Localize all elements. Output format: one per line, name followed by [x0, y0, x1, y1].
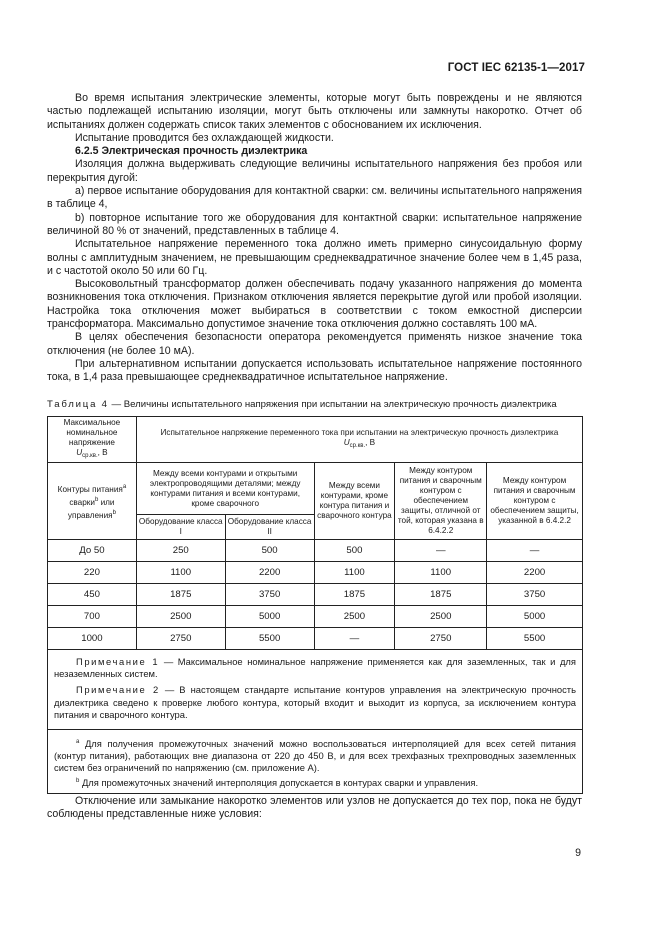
header-col6: Между контуром питания и сварочным контуром с обеспечением защиты, указанной в 6.4.2.2	[487, 463, 583, 540]
note-1: Примечание 1 — Максимальное номинальное напряжение применяется как для заземленных, так и для незаземленных систем.	[54, 656, 576, 680]
page-number: 9	[575, 847, 581, 859]
paragraph: Изоляция должна выдерживать следующие величины испытательного напряжения без пробоя или перекрытия дугой:	[47, 158, 582, 184]
paragraph: Испытательное напряжение переменного тока должно иметь примерно синусоидальную форму волны с амплитудным значением, не превышающим среднеквадратичное значение более чем в 1,45 раза, и с частотой около 50 или 60 Гц.	[47, 238, 582, 277]
voltage-table	[47, 416, 583, 794]
header-group-all-circuits: Между всеми контурами и открытыми электропроводящими деталями; между контурами питания и всеми контурами, кроме сварочного	[136, 463, 314, 515]
table-row: 1000 2750 5500 — 2750 5500	[48, 628, 583, 650]
table-caption-text: — Величины испытательного напряжения при испытании на электрическую прочность диэлектрика	[108, 399, 557, 410]
header-circuits: Контуры питания$^a$ сварки$^b$ или управления$^b$	[48, 463, 137, 540]
header-test-voltage: Испытательное напряжение переменного тока при испытании на электрическую прочность диэлектрика $U_{ср.кв.}$, В	[136, 417, 582, 463]
document-header: ГОСТ IEC 62135-1—2017	[447, 62, 585, 74]
table-row: До 50 250 500 500 — —	[48, 540, 583, 562]
table-caption-label: Таблица 4	[47, 399, 109, 410]
header-col4: Между всеми контурами, кроме контура питания и сварочного контура	[314, 463, 395, 540]
paragraph: Испытание проводится без охлаждающей жидкости.	[75, 131, 334, 144]
paragraph: При альтернативном испытании допускается использовать испытательное напряжение постоянного тока, в 1,4 раза превышающее среднеквадратичное испытательное напряжение.	[47, 357, 582, 384]
table-notes	[48, 650, 583, 730]
paragraph: Высоковольтный трансформатор должен обеспечивать подачу указанного напряжения до момента возникновения тока отключения. Признаком отключения является перекрытие дугой или пробой изоляции. Настройка тока отключения может выбираться в соответствии с током емкостной дисперсии трансформатора. Максимально допустимое значение тока отключения должно составлять 100 мА.	[47, 278, 582, 331]
section-heading: 6.2.5 Электрическая прочность диэлектрика	[75, 145, 308, 158]
header-col5: Между контуром питания и сварочным контуром с обеспечением защиты, отличной от той, которая указана в 6.4.2.2	[395, 463, 487, 540]
footnote-a: $^a$ Для получения промежуточных значений можно воспользоваться интерполяцией для всех сетей питания (контур питания), работающих вне диапазона от 220 до 450 В, и для всех трехфазных трехпроводных заземленных систем без ограничений по напряжению (см. приложение А).	[54, 738, 576, 774]
header-max-voltage: Максимальное номинальное напряжение $U_{ср.кв.}$, В	[48, 417, 137, 463]
paragraph: В целях обеспечения безопасности оператора рекомендуется применять низкое значение тока отключения (не более 10 мА).	[47, 331, 582, 357]
list-item: a) первое испытание оборудования для контактной сварки: см. величины испытательного напряжения в таблице 4,	[47, 185, 582, 211]
table-footnotes	[48, 730, 583, 794]
footnote-b: $^b$ Для промежуточных значений интерполяция допускается в контурах сварки и управления.	[76, 776, 479, 788]
closing-paragraph: Отключение или замыкание накоротко элементов или узлов не допускается до тех пор, пока не будут соблюдены представленные ниже условия:	[47, 795, 582, 821]
table-caption	[47, 399, 557, 410]
table-row: 220 1100 2200 1100 1100 2200	[48, 562, 583, 584]
body-text	[47, 92, 582, 385]
header-class-1: Оборудование класса I	[136, 515, 225, 540]
table-row: 700 2500 5000 2500 2500 5000	[48, 606, 583, 628]
note-2: Примечание 2 — В настоящем стандарте испытание контуров управления на электрическую прочность диэлектрика сведено к проверке любого контура, который входит и выходит из корпуса, за исключением контура питания и сварочного контура.	[54, 684, 576, 720]
list-item: b) повторное испытание того же оборудования для контактной сварки: испытательное напряжение величиной 80 % от значений, представленных в таблице 4.	[47, 211, 582, 237]
table-row: 450 1875 3750 1875 1875 3750	[48, 584, 583, 606]
paragraph: Во время испытания электрические элементы, которые могут быть повреждены и не являются частью подлежащей испытанию изоляции, могут быть отключены или замкнуты накоротко. Отчет об испытаниях должен содержать список таких элементов с обоснованием их исключения.	[47, 92, 582, 131]
header-class-2: Оборудование класса II	[225, 515, 314, 540]
